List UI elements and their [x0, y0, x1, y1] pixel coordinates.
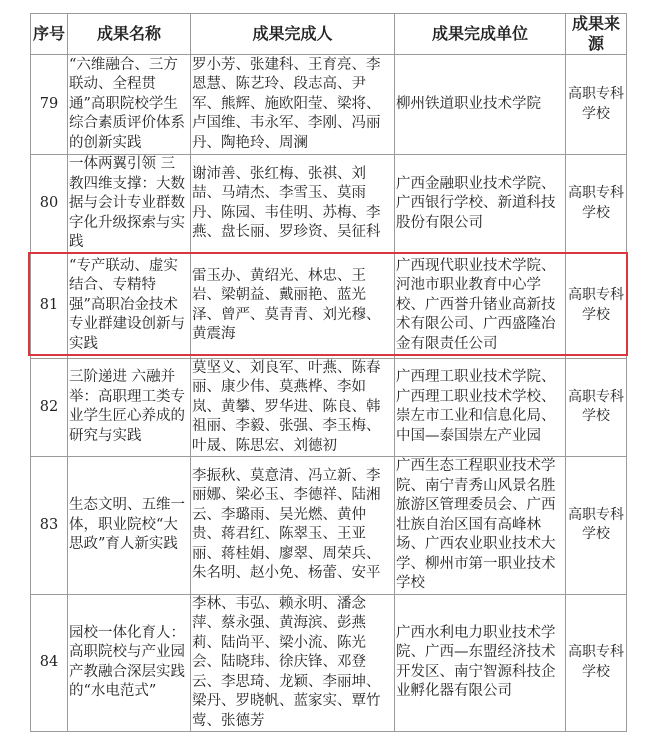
row-name: 三阶递进 六融并举：高职理工类专业学生匠心养成的研究与实践 [68, 358, 191, 457]
row-units: 广西现代职业技术学院、河池市职业教育中心学校、广西誉升锗业高新技术有限公司、广西盛隆冶金有限责任公司 [395, 253, 566, 358]
achievements-table [30, 13, 627, 732]
table-row [31, 155, 627, 254]
row-people: 罗小芳、张建科、王育亮、李恩慧、陈艺玲、段志高、尹军、熊辉、施欧阳莹、梁将、卢国维、韦永军、李刚、冯丽丹、陶艳玲、周澜 [191, 55, 395, 155]
row-no: 82 [31, 358, 68, 457]
row-people: 莫坚义、刘良军、叶燕、陈春丽、康少伟、莫燕桦、李如岚、黄攀、罗华进、陈良、韩祖丽、李毅、张强、李玉梅、叶晟、陈思宏、刘德初 [191, 358, 395, 457]
row-name: 生态文明、五维一体，职业院校“大思政”育人新实践 [68, 457, 191, 595]
row-units: 广西理工职业技术学院、广西理工职业技术学校、崇左市工业和信息化局、中国—泰国崇左产业园 [395, 358, 566, 457]
row-no: 83 [31, 457, 68, 595]
row-source: 高职专科学校 [566, 457, 627, 595]
row-no: 80 [31, 155, 68, 254]
table-row [31, 594, 627, 732]
table-row [31, 55, 627, 155]
table-row [31, 358, 627, 457]
row-units: 广西金融职业技术学院、广西银行学校、新道科技股份有限公司 [395, 155, 566, 254]
row-source: 高职专科学校 [566, 55, 627, 155]
row-units: 柳州铁道职业技术学院 [395, 55, 566, 155]
header-people: 成果完成人 [191, 14, 395, 55]
row-people: 雷玉办、黄绍光、林忠、王岩、梁朝益、戴丽艳、蓝光泽、曾严、莫青青、刘光穆、黄震海 [191, 253, 395, 358]
row-source: 高职专科学校 [566, 594, 627, 732]
row-people: 李振秋、莫意清、冯立新、李丽娜、梁必玉、李德祥、陆湘云、李璐雨、吴光燃、黄仲贵、蒋君红、陈翠玉、王亚丽、蒋桂娟、廖翠、周荣兵、朱名明、赵小免、杨蕾、安平 [191, 457, 395, 595]
row-name: “专产联动、虚实结合、专精特强”高职冶金技术专业群建设创新与实践 [68, 253, 191, 358]
row-no: 79 [31, 55, 68, 155]
header-source: 成果来源 [566, 14, 627, 55]
header-name: 成果名称 [68, 14, 191, 55]
row-name: “六维融合、三方联动、全程贯通”高职院校学生综合素质评价体系的创新实践 [68, 55, 191, 155]
row-source: 高职专科学校 [566, 358, 627, 457]
row-units: 广西生态工程职业技术学院、南宁青秀山风景名胜旅游区管理委员会、广西壮族自治区国有高峰林场、广西农业职业技术大学、柳州市第一职业技术学校 [395, 457, 566, 595]
row-units: 广西水利电力职业技术学院、广西—东盟经济技术开发区、南宁智源科技企业孵化器有限公司 [395, 594, 566, 732]
row-name: 一体两翼引领 三教四维支撑：大数据与会计专业群数字化升级探索与实践 [68, 155, 191, 254]
table-header-row [31, 14, 627, 55]
row-no: 81 [31, 253, 68, 358]
table-row [31, 253, 627, 358]
table-row [31, 457, 627, 595]
header-units: 成果完成单位 [395, 14, 566, 55]
row-no: 84 [31, 594, 68, 732]
row-people: 谢沛善、张红梅、张祺、刘喆、马靖杰、李雪玉、莫雨丹、陈园、韦佳明、苏梅、李燕、盘长丽、罗珍资、吴征科 [191, 155, 395, 254]
header-no: 序号 [31, 14, 68, 55]
achievements-table-container [30, 13, 627, 732]
row-source: 高职专科学校 [566, 155, 627, 254]
row-people: 李林、韦弘、赖永明、潘念萍、蔡永强、黄海滨、彭燕莉、陆尚平、梁小流、陈光会、陆晓玮、徐庆锋、邓登云、李思琦、龙颖、李丽坤、梁丹、罗晓帆、蓝家实、覃竹莺、张德芳 [191, 594, 395, 732]
row-source: 高职专科学校 [566, 253, 627, 358]
row-name: 园校一体化育人：高职院校与产业园产教融合深层实践的“水电范式” [68, 594, 191, 732]
